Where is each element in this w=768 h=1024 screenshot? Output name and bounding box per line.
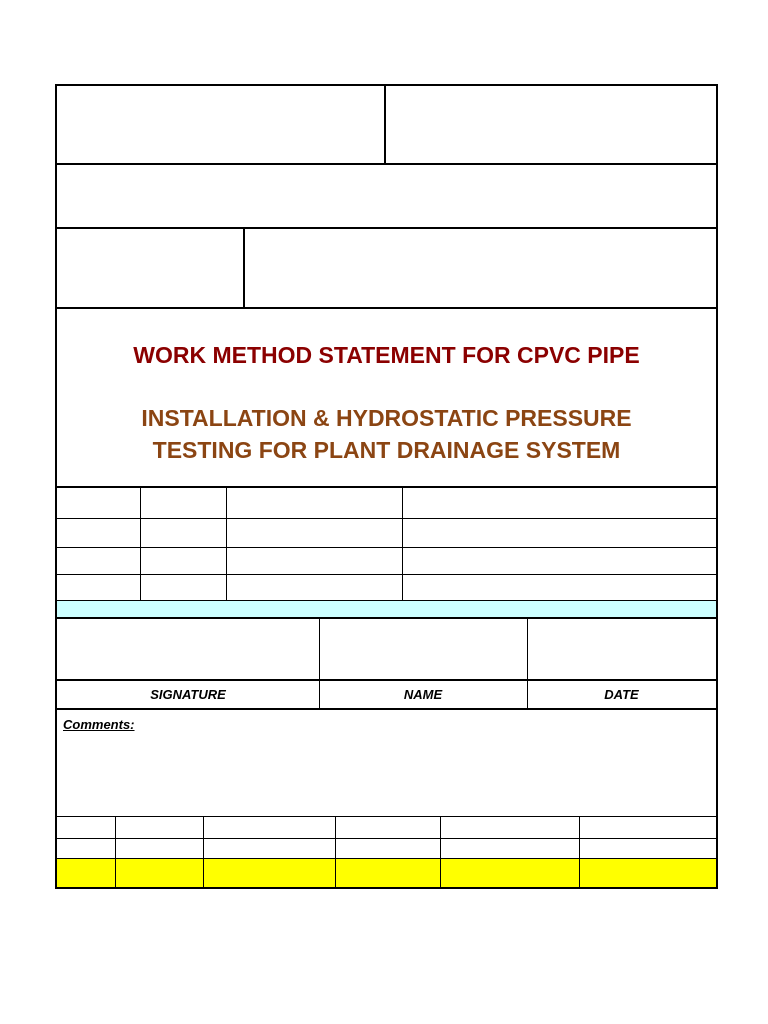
label-rule	[57, 708, 716, 710]
revision-col-line	[402, 487, 403, 601]
revision-col-line	[226, 487, 227, 601]
header-rule-2	[57, 227, 716, 229]
document-title: WORK METHOD STATEMENT FOR CPVC PIPE	[133, 342, 640, 368]
comments-rule	[57, 816, 716, 817]
footer-row-line	[57, 858, 716, 859]
revision-row-line	[57, 518, 716, 519]
footer-col-line	[115, 817, 116, 887]
date-label: DATE	[604, 687, 639, 702]
footer-col-line	[579, 817, 580, 887]
name-label: NAME	[403, 687, 443, 702]
title-rule	[57, 486, 716, 488]
footer-row-line	[57, 838, 716, 839]
document-form	[55, 84, 718, 889]
separator-band	[57, 601, 716, 617]
subtitle-line-1: INSTALLATION & HYDROSTATIC PRESSURE	[141, 405, 632, 431]
revision-row-line	[57, 574, 716, 575]
header-divider	[384, 86, 386, 164]
comments-label: Comments:	[63, 717, 135, 732]
footer-col-line	[440, 817, 441, 887]
header-rule-3	[57, 307, 716, 309]
document-subtitle	[57, 402, 716, 466]
revision-col-line	[140, 487, 141, 601]
revision-row-line	[57, 547, 716, 548]
footer-col-line	[335, 817, 336, 887]
subtitle-line-2: TESTING FOR PLANT DRAINAGE SYSTEM	[152, 437, 621, 463]
header-divider-2	[243, 227, 245, 308]
footer-col-line	[203, 817, 204, 887]
footer-highlight-row	[57, 859, 716, 887]
header-rule-1	[57, 163, 716, 165]
signature-rule	[57, 679, 716, 681]
signature-label: SIGNATURE	[150, 687, 226, 702]
band-rule	[57, 617, 716, 619]
